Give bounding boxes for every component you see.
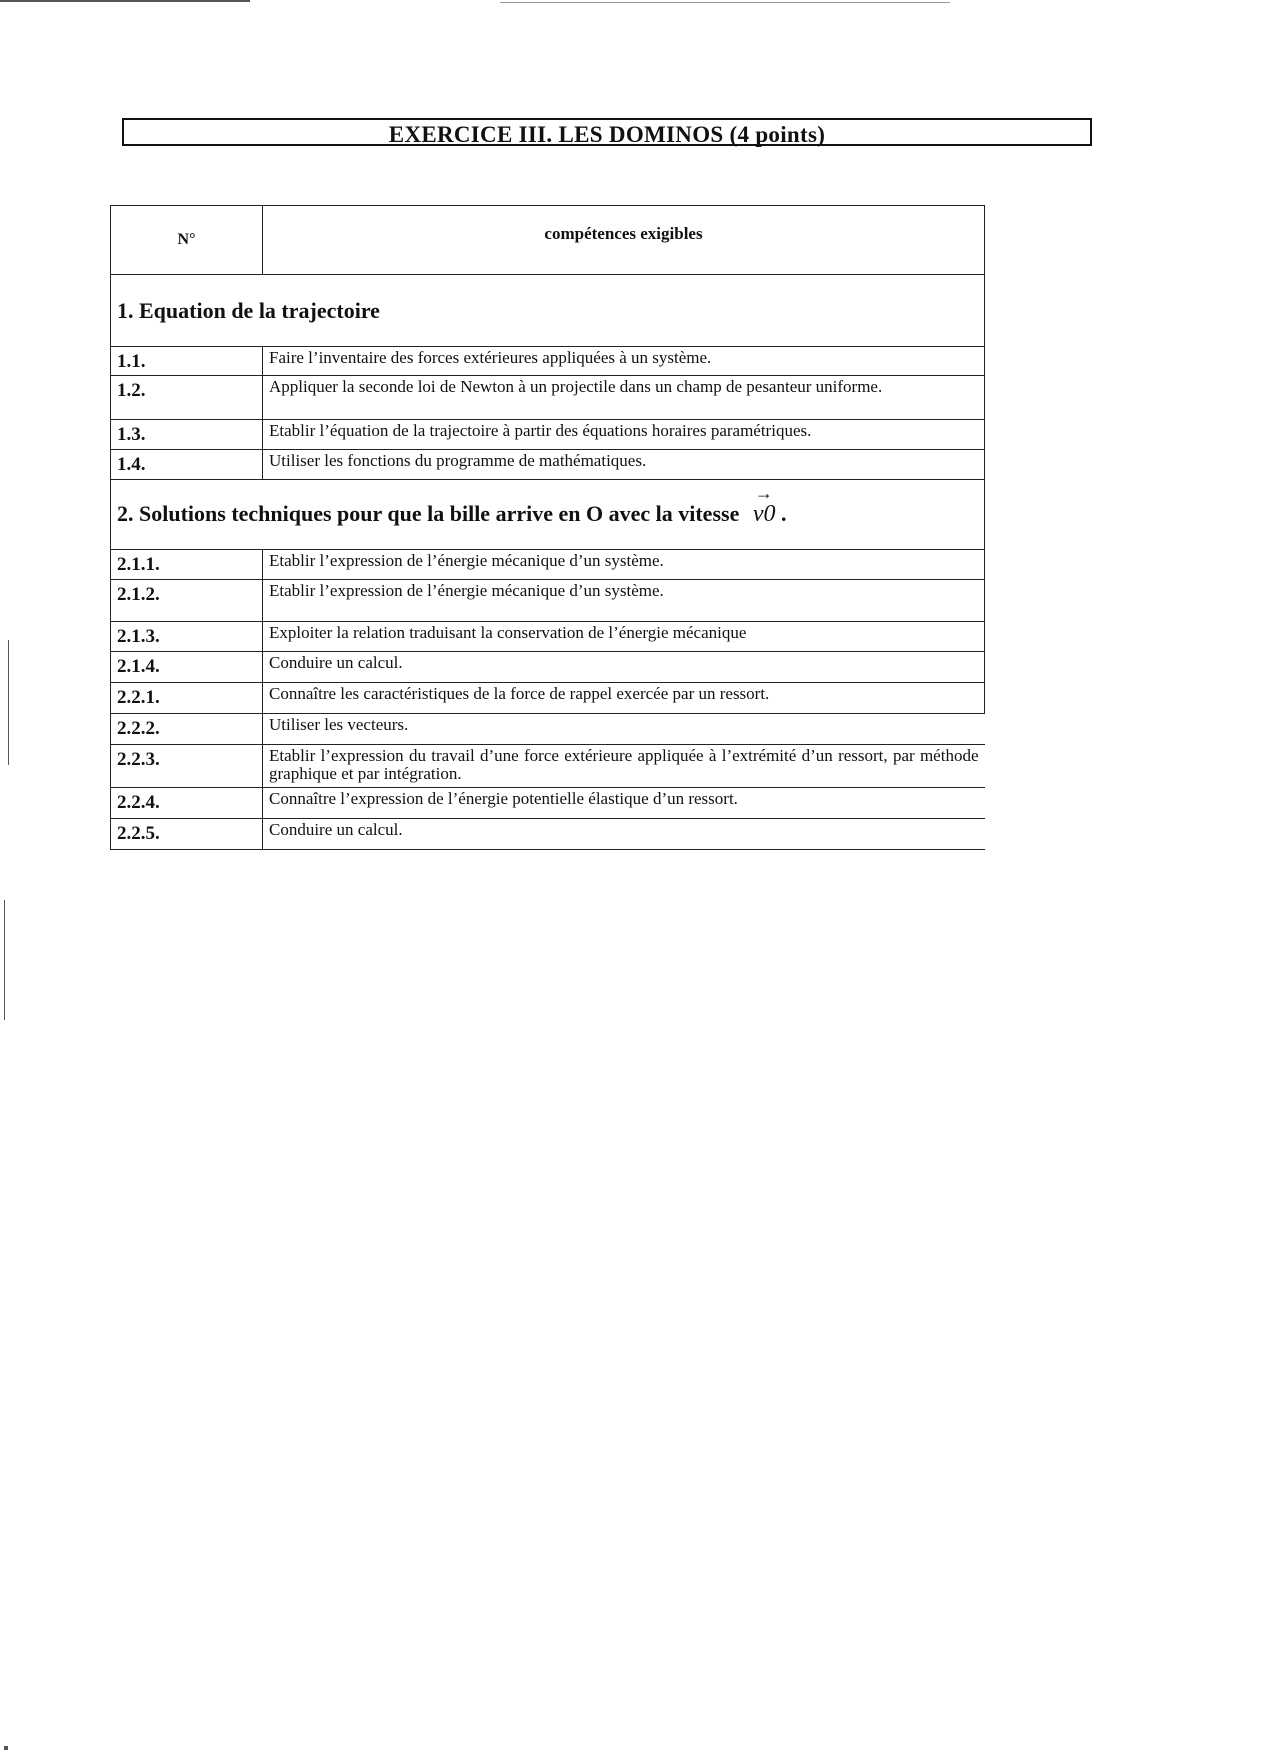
row-num: 2.2.5. [111,819,263,850]
row-text: Faire l’inventaire des forces extérieures appliquées à un système. [263,347,985,376]
row-text: Conduire un calcul. [263,652,985,683]
row-text: Etablir l’expression du travail d’une force extérieure appliquée à l’extrémité d’un ressort, par méthode graphique et par intégration. [263,745,985,788]
exercise-title: EXERCICE III. LES DOMINOS (4 points) [388,122,826,147]
table-row [111,376,985,420]
header-num: N° [111,206,263,275]
scan-edge-line-left-1 [8,640,9,765]
row-text: Etablir l’équation de la trajectoire à partir des équations horaires paramétriques. [263,420,985,450]
table-row [111,745,985,788]
table-row [111,652,985,683]
table-row [111,683,985,714]
exercise-title-box [122,118,1092,146]
row-text: Conduire un calcul. [263,819,985,850]
section-1-row [111,275,985,347]
vector-arrow-icon: → [754,483,773,503]
table-header-row [111,206,985,275]
row-num: 1.4. [111,450,263,480]
table-row [111,420,985,450]
section-2-cell [111,480,985,550]
table-row [111,622,985,652]
row-text: Etablir l’expression de l’énergie mécanique d’un système. [263,580,985,622]
row-num: 2.1.1. [111,550,263,580]
table-row [111,788,985,819]
scan-edge-line-left-2 [4,900,5,1020]
scan-edge-line-top-mid [500,2,950,3]
table-row [111,347,985,376]
row-num: 2.1.2. [111,580,263,622]
row-num: 1.2. [111,376,263,420]
header-competences: compétences exigibles [263,206,985,275]
row-text: Connaître l’expression de l’énergie potentielle élastique d’un ressort. [263,788,985,819]
row-text: Utiliser les vecteurs. [263,714,985,745]
scan-dot [4,1746,8,1750]
row-text: Exploiter la relation traduisant la conservation de l’énergie mécanique [263,622,985,652]
row-num: 2.2.3. [111,745,263,788]
section-2-row [111,480,985,550]
table-row [111,580,985,622]
row-num: 1.3. [111,420,263,450]
section-1-title: 1. Equation de la trajectoire [111,275,985,347]
section-2-title-end: . [780,501,787,526]
velocity-vector-symbol [752,483,776,528]
vector-label: v0 [752,501,776,527]
row-num: 2.2.1. [111,683,263,714]
row-text: Etablir l’expression de l’énergie mécanique d’un système. [263,550,985,580]
competences-table [110,205,985,850]
table-row [111,450,985,480]
table-row [111,714,985,745]
row-num: 2.1.4. [111,652,263,683]
row-num: 2.2.4. [111,788,263,819]
table-row [111,550,985,580]
row-num: 2.2.2. [111,714,263,745]
scan-edge-line-top-left [0,0,250,2]
row-text: Utiliser les fonctions du programme de mathématiques. [263,450,985,480]
row-num: 1.1. [111,347,263,376]
row-text: Connaître les caractéristiques de la force de rappel exercée par un ressort. [263,683,985,714]
row-num: 2.1.3. [111,622,263,652]
table-row [111,819,985,850]
section-2-title: 2. Solutions techniques pour que la bille arrive en O avec la vitesse [117,501,740,526]
row-text: Appliquer la seconde loi de Newton à un projectile dans un champ de pesanteur uniforme. [263,376,985,420]
